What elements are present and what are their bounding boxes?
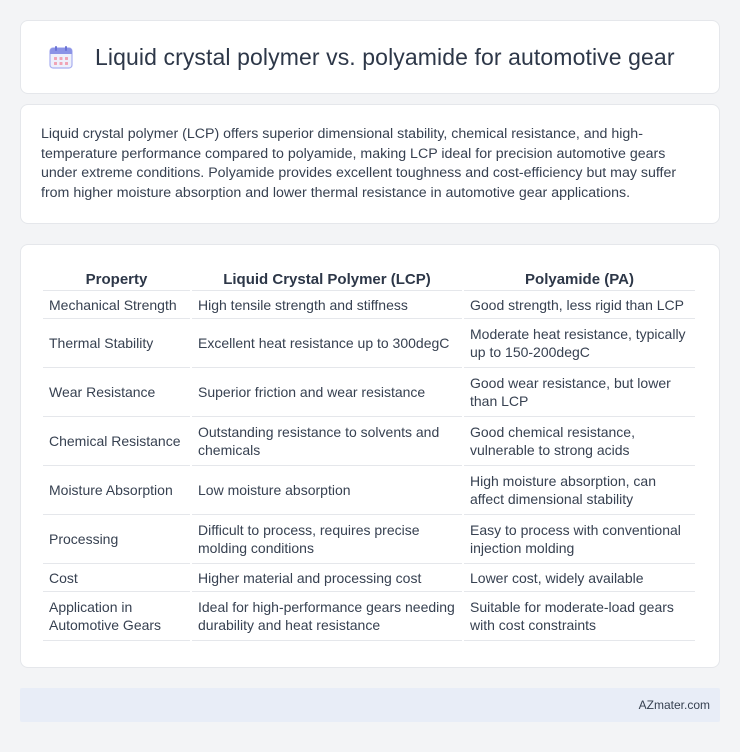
header-lcp: Liquid Crystal Polymer (LCP): [192, 265, 462, 291]
cell-pa: Lower cost, widely available: [464, 564, 695, 592]
table-row: [43, 466, 695, 515]
cell-property: Thermal Stability: [43, 319, 190, 368]
table-row: [43, 417, 695, 466]
footer: [20, 688, 720, 722]
cell-lcp: Low moisture absorption: [192, 466, 462, 515]
cell-property: Chemical Resistance: [43, 417, 190, 466]
table-header-row: [43, 265, 695, 291]
cell-property: Wear Resistance: [43, 368, 190, 417]
header-property: Property: [43, 265, 190, 291]
calendar-icon: [47, 43, 75, 71]
title-card: [20, 20, 720, 94]
comparison-table-card: [20, 244, 720, 668]
cell-pa: Good strength, less rigid than LCP: [464, 291, 695, 319]
table-row: [43, 564, 695, 592]
header-pa: Polyamide (PA): [464, 265, 695, 291]
cell-lcp: Excellent heat resistance up to 300degC: [192, 319, 462, 368]
table-row: [43, 291, 695, 319]
cell-pa: Good chemical resistance, vulnerable to strong acids: [464, 417, 695, 466]
footer-brand[interactable]: AZmater.com: [638, 698, 710, 712]
cell-lcp: Difficult to process, requires precise molding conditions: [192, 515, 462, 564]
cell-lcp: Outstanding resistance to solvents and chemicals: [192, 417, 462, 466]
cell-lcp: High tensile strength and stiffness: [192, 291, 462, 319]
cell-property: Processing: [43, 515, 190, 564]
cell-pa: Easy to process with conventional injection molding: [464, 515, 695, 564]
comparison-table: [41, 265, 697, 641]
table-row: [43, 368, 695, 417]
summary-text: Liquid crystal polymer (LCP) offers superior dimensional stability, chemical resistance, and high-temperature performance compared to polyamide, making LCP ideal for precision automotive gears under extreme conditions. Polyamide provides excellent toughness and cost-efficiency but may suffer from higher moisture absorption and lower thermal resistance in automotive gear applications.: [41, 126, 677, 201]
cell-lcp: Superior friction and wear resistance: [192, 368, 462, 417]
cell-pa: Moderate heat resistance, typically up to 150-200degC: [464, 319, 695, 368]
table-row: [43, 515, 695, 564]
table-row: [43, 319, 695, 368]
cell-lcp: Ideal for high-performance gears needing durability and heat resistance: [192, 592, 462, 641]
cell-pa: High moisture absorption, can affect dimensional stability: [464, 466, 695, 515]
summary-card: [20, 104, 720, 224]
cell-pa: Good wear resistance, but lower than LCP: [464, 368, 695, 417]
cell-lcp: Higher material and processing cost: [192, 564, 462, 592]
table-row: [43, 592, 695, 641]
page-title: Liquid crystal polymer vs. polyamide for automotive gear: [95, 43, 675, 70]
cell-property: Mechanical Strength: [43, 291, 190, 319]
cell-property: Cost: [43, 564, 190, 592]
cell-property: Moisture Absorption: [43, 466, 190, 515]
cell-property: Application in Automotive Gears: [43, 592, 190, 641]
cell-pa: Suitable for moderate-load gears with cost constraints: [464, 592, 695, 641]
